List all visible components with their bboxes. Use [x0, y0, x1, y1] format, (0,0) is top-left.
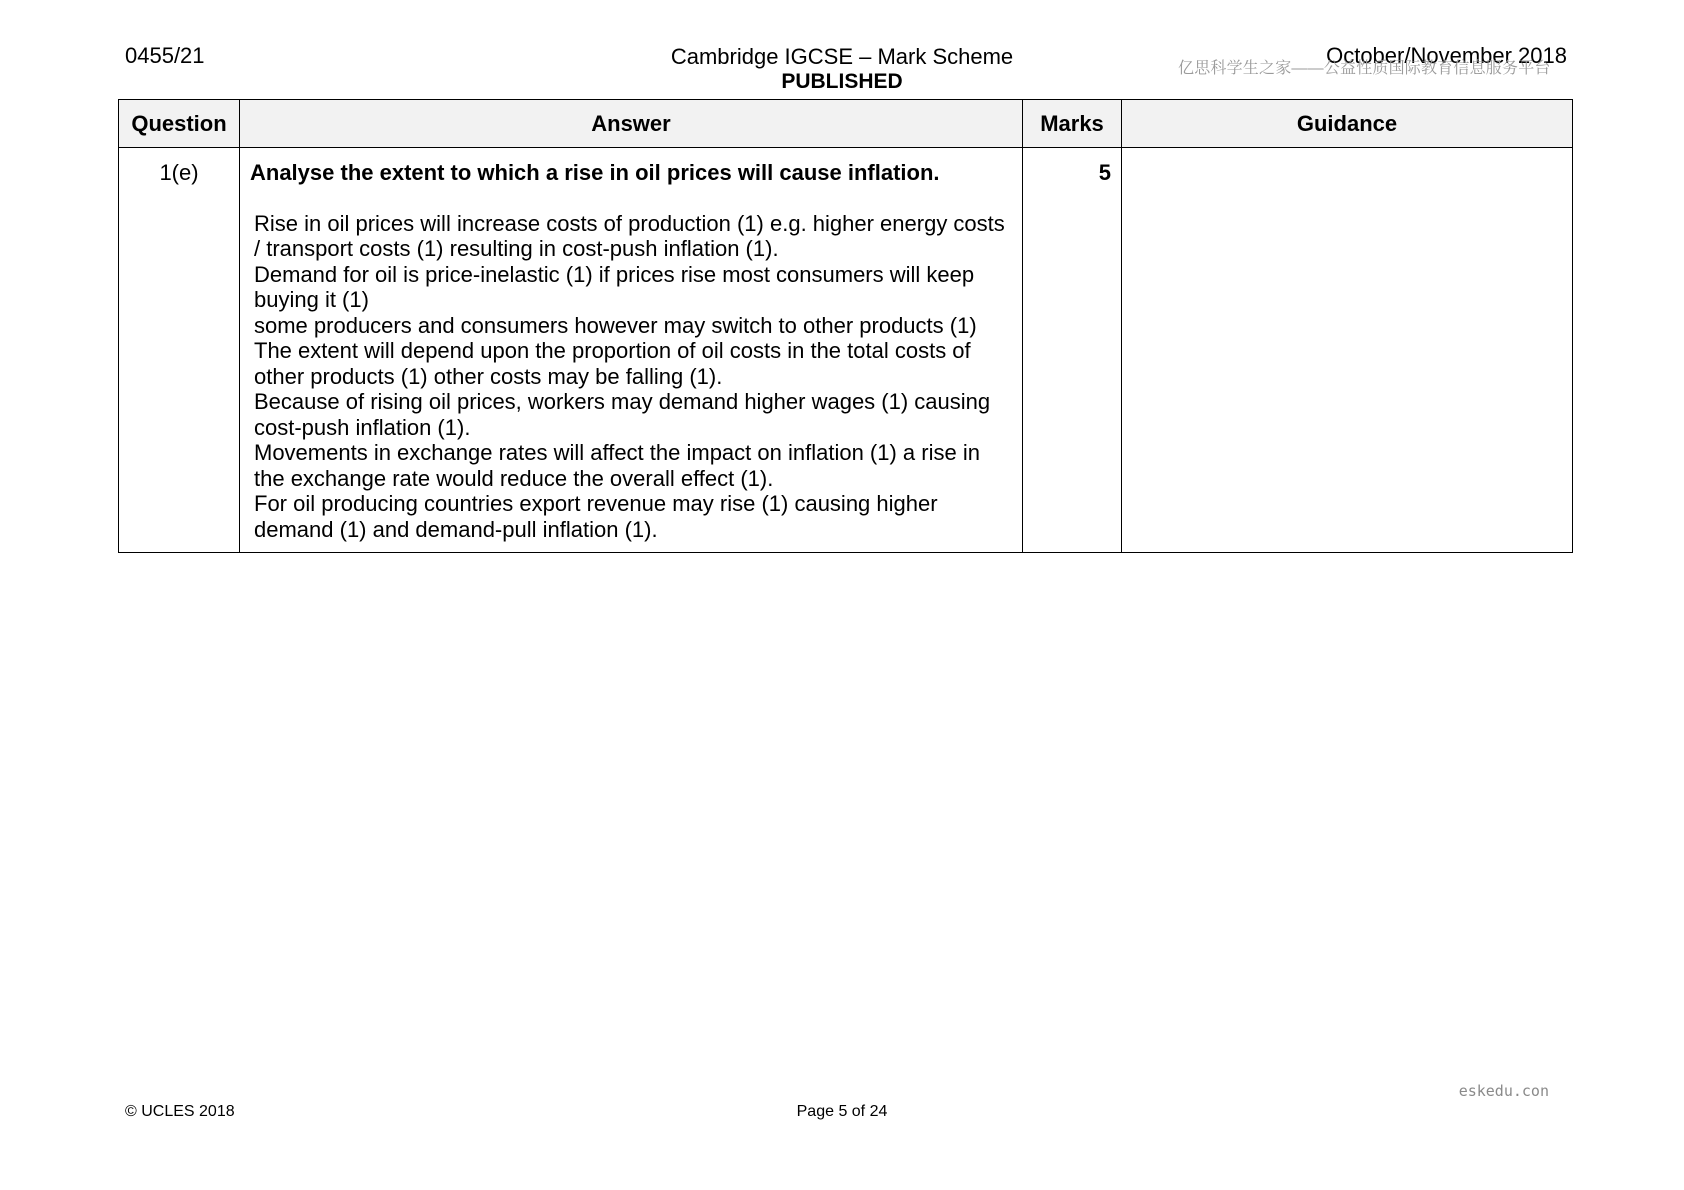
answer-line: For oil producing countries export revenue may rise (1) causing higher demand (1) and demand-pull inflation (1). — [254, 491, 938, 542]
header-answer: Answer — [240, 100, 1023, 148]
header-marks: Marks — [1023, 100, 1122, 148]
watermark-text: 亿思科学生之家——公益性质国际教育信息服务平台 — [1178, 60, 1551, 77]
question-prompt: Analyse the extent to which a rise in oil prices will cause inflation. — [250, 160, 940, 185]
answer-line: Demand for oil is price-inelastic (1) if prices rise most consumers will keep buying it (1) — [254, 261, 975, 312]
answer-line: some producers and consumers however may switch to other products (1) — [254, 312, 977, 338]
answer-cell — [240, 148, 1023, 553]
document-title: Cambridge IGCSE – Mark Scheme — [670, 44, 1014, 69]
table-row — [119, 148, 1573, 553]
copyright: © UCLES 2018 — [125, 1103, 235, 1120]
header-question: Question — [119, 100, 240, 148]
header-title-block — [592, 44, 1092, 94]
paper-code: 0455/21 — [125, 43, 205, 68]
guidance-cell — [1122, 148, 1573, 553]
answer-line: Rise in oil prices will increase costs of production (1) e.g. higher energy costs / transport costs (1) resulting in cost-push inflation (1). — [254, 210, 1005, 261]
answer-line: Movements in exchange rates will affect the impact on inflation (1) a rise in the exchange rate would reduce the overall effect (1). — [254, 440, 980, 491]
answer-line: The extent will depend upon the proportion of oil costs in the total costs of other products (1) other costs may be falling (1). — [254, 338, 971, 389]
exam-session: October/November 2018 — [1326, 43, 1567, 68]
table-header-row — [119, 100, 1573, 148]
marks-value: 5 — [1023, 148, 1122, 553]
site-watermark: eskedu.con — [1458, 1082, 1549, 1100]
mark-scheme-table — [118, 99, 1573, 553]
answer-line: Because of rising oil prices, workers may demand higher wages (1) causing cost-push inflation (1). — [254, 389, 991, 440]
question-number: 1(e) — [119, 148, 240, 553]
published-label: PUBLISHED — [781, 70, 903, 93]
page-number: Page 5 of 24 — [796, 1103, 888, 1120]
header-guidance: Guidance — [1122, 100, 1573, 148]
